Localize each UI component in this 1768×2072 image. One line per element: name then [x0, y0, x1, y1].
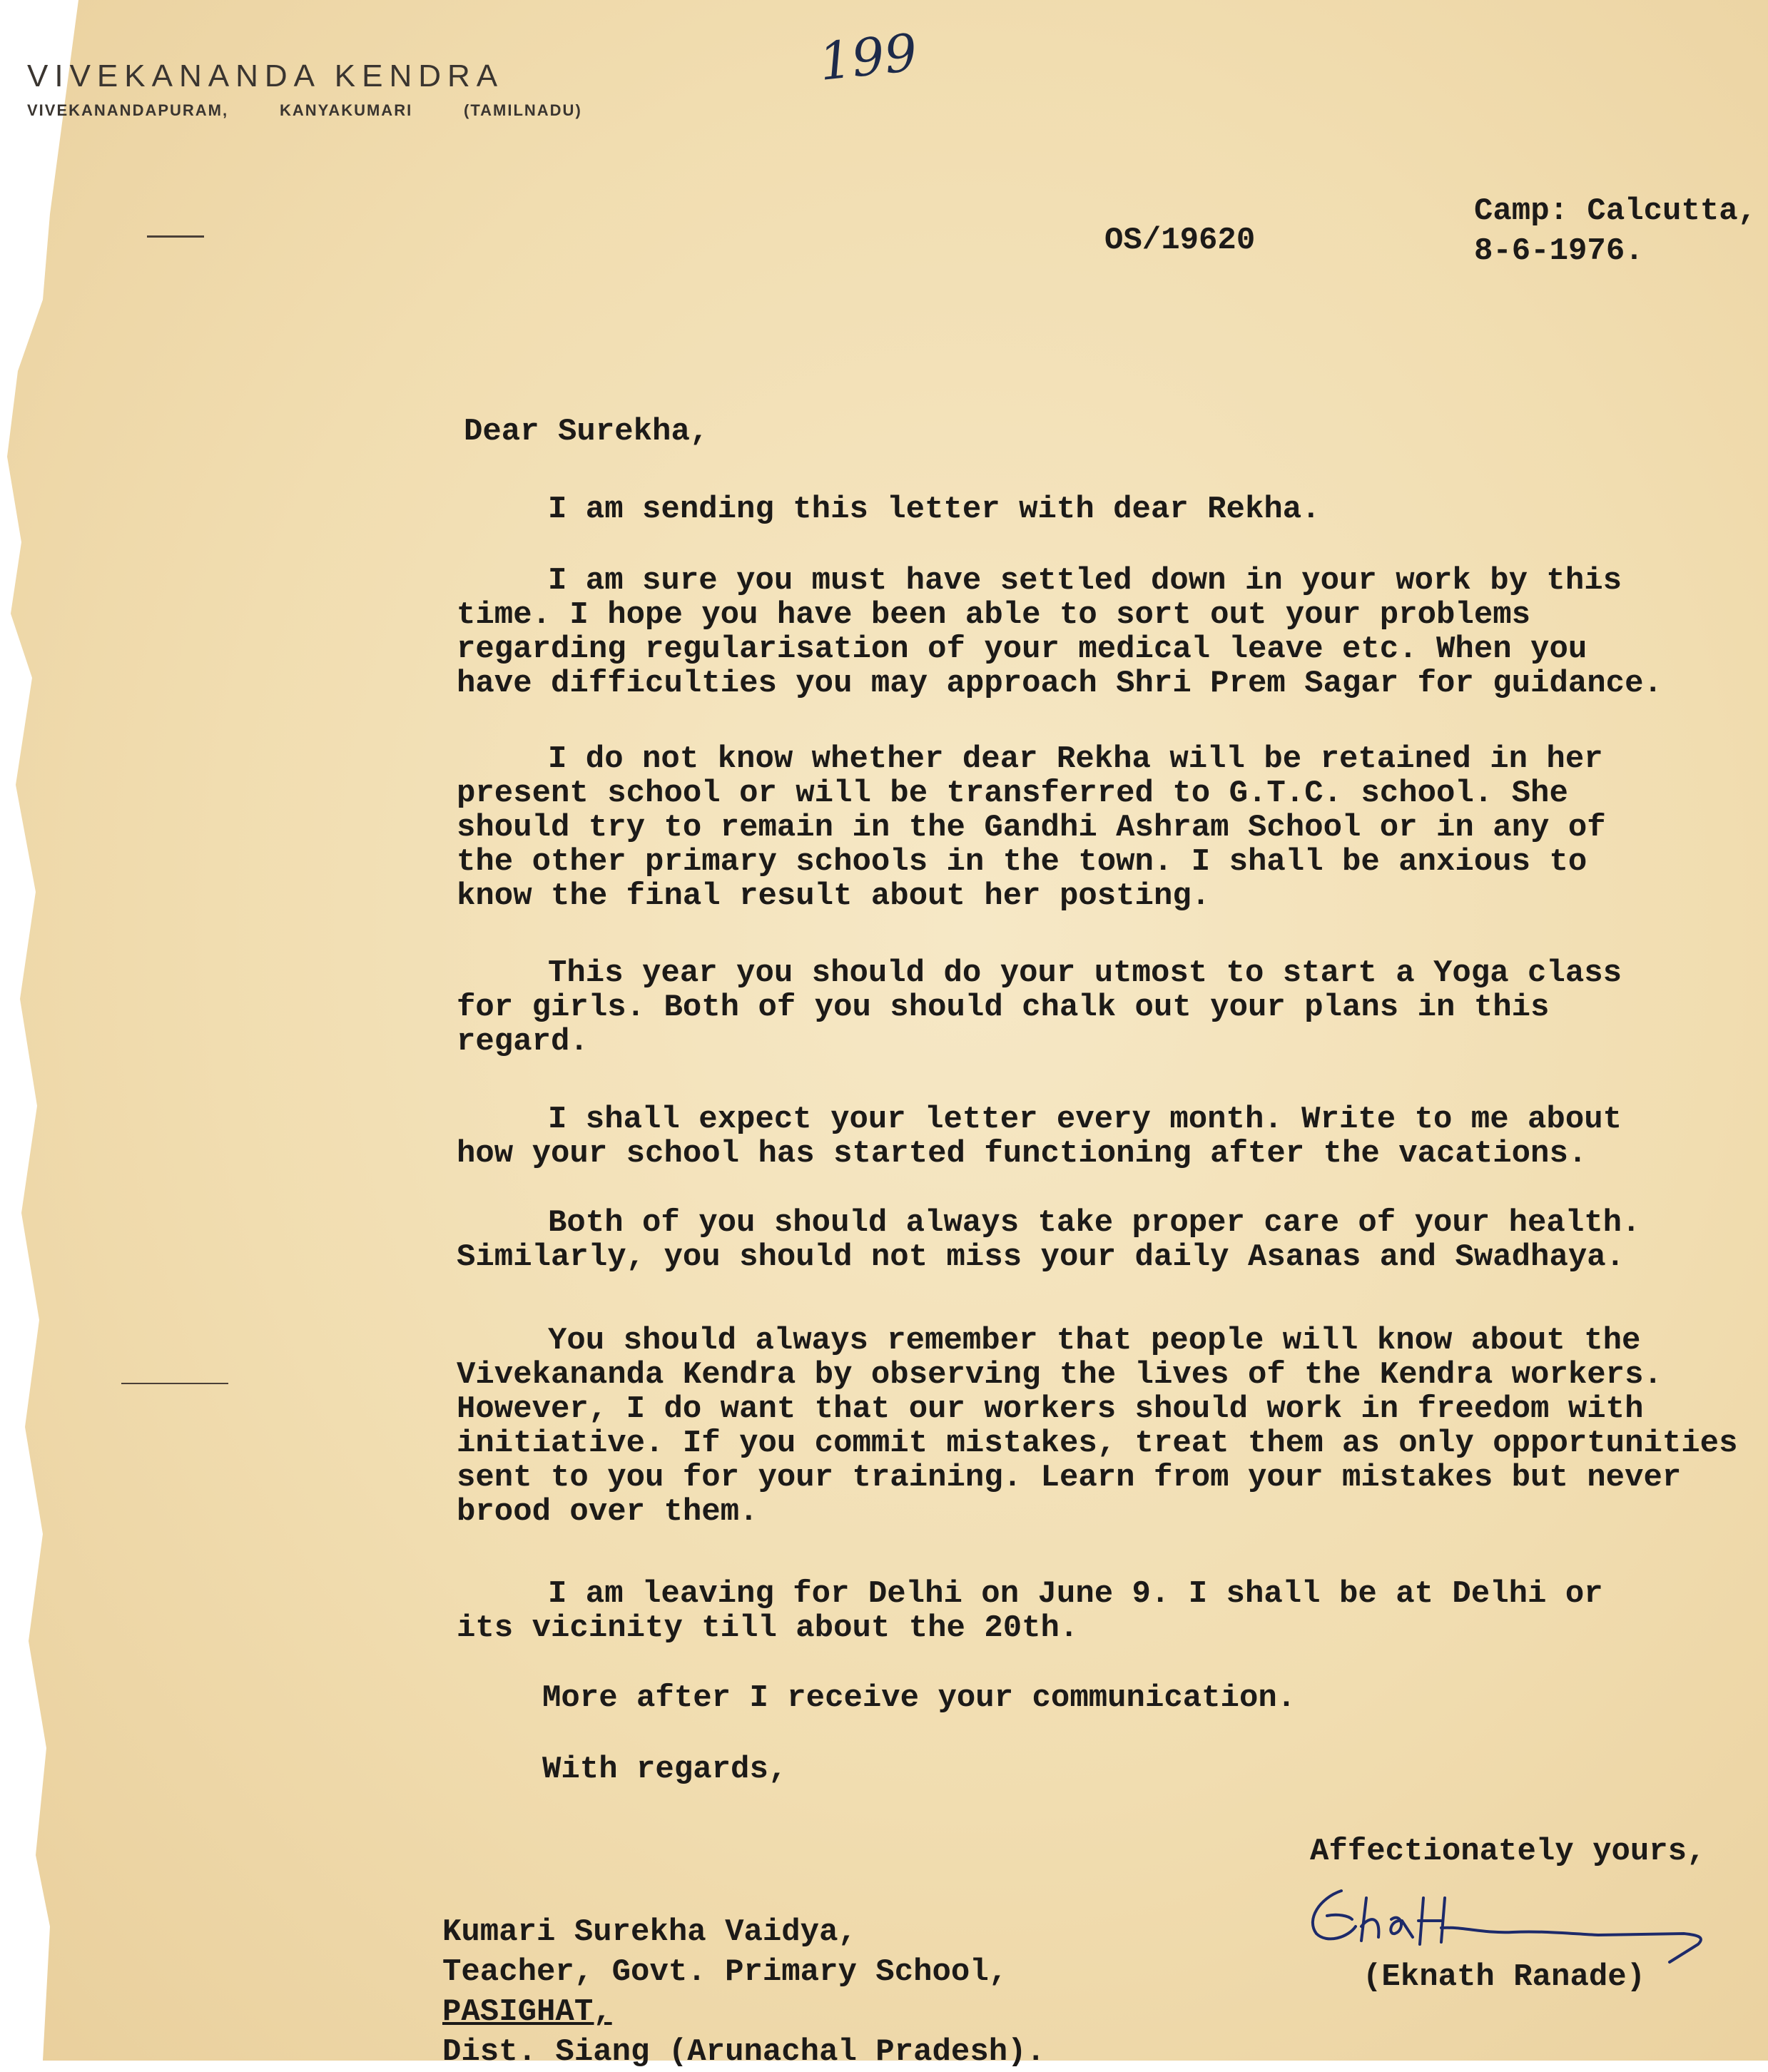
camp-date-block: [1474, 191, 1757, 271]
paragraph-line: Similarly, you should not miss your daily Asanas and Swadhaya.: [457, 1239, 1625, 1275]
paragraph-line: I shall expect your letter every month. Write to me about: [548, 1102, 1622, 1137]
letterhead-place: VIVEKANANDAPURAM,: [27, 101, 229, 119]
salutation: Dear Surekha,: [464, 414, 709, 450]
paragraph-8: [457, 1577, 1603, 1645]
paragraph-4: [457, 956, 1622, 1059]
paragraph-line: This year you should do your utmost to start a Yoga class: [548, 955, 1622, 991]
paragraph-line: should try to remain in the Gandhi Ashram School or in any of: [457, 810, 1606, 845]
paragraph-3: [457, 742, 1606, 913]
camp-location: Camp: Calcutta,: [1474, 193, 1757, 229]
reference-number: OS/19620: [1104, 223, 1256, 258]
letterhead-title: VIVEKANANDA KENDRA: [27, 59, 504, 93]
fold-mark: [121, 1383, 228, 1384]
recipient-address: [442, 1912, 1045, 2072]
paragraph-line: I am leaving for Delhi on June 9. I shall be at Delhi or: [548, 1576, 1603, 1612]
paragraph-line: present school or will be transferred to G.T.C. school. She: [457, 776, 1568, 811]
letterhead-state: (TAMILNADU): [464, 101, 582, 119]
paragraph-line: brood over them.: [457, 1494, 758, 1530]
torn-left-edge: [0, 0, 86, 2061]
address-line: Kumari Surekha Vaidya,: [442, 1914, 857, 1950]
paragraph-line: how your school has started functioning after the vacations.: [457, 1136, 1587, 1172]
paragraph-line: I am sending this letter with dear Rekha.: [548, 492, 1321, 527]
paragraph-line: I do not know whether dear Rekha will be retained in her: [548, 741, 1603, 777]
closing-regards: With regards,: [542, 1752, 788, 1787]
paragraph-line: regarding regularisation of your medical leave etc. When you: [457, 631, 1587, 667]
paragraph-line: time. I hope you have been able to sort out your problems: [457, 597, 1531, 633]
address-line: Teacher, Govt. Primary School,: [442, 1954, 1008, 1990]
paragraph-line: Both of you should always take proper care of your health.: [548, 1205, 1641, 1241]
paragraph-line: I am sure you must have settled down in your work by this: [548, 563, 1622, 599]
handwritten-signature: [1299, 1877, 1727, 1969]
address-town: PASIGHAT,: [442, 1994, 612, 2030]
paragraph-line: sent to you for your training. Learn from your mistakes but never: [457, 1460, 1682, 1495]
paragraph-line: for girls. Both of you should chalk out your plans in this: [457, 990, 1550, 1025]
paragraph-line: regard.: [457, 1024, 589, 1060]
handwritten-page-number: 199: [816, 22, 920, 92]
paragraph-7: [457, 1324, 1738, 1529]
paragraph-line: You should always remember that people will know about the: [548, 1323, 1641, 1359]
paragraph-5: [457, 1102, 1622, 1171]
signatory-name: (Eknath Ranade): [1363, 1959, 1646, 1995]
closing-line: More after I receive your communication.: [542, 1680, 1296, 1716]
sign-off: Affectionately yours,: [1310, 1834, 1706, 1869]
letter-date: 8-6-1976.: [1474, 233, 1644, 269]
address-line: Dist. Siang (Arunachal Pradesh).: [442, 2034, 1045, 2070]
paragraph-6: [457, 1206, 1640, 1274]
margin-mark: [147, 235, 204, 238]
paragraph-1: [457, 492, 1321, 527]
paragraph-line: the other primary schools in the town. I shall be anxious to: [457, 844, 1587, 880]
paragraph-line: initiative. If you commit mistakes, treat them as only opportunities: [457, 1426, 1738, 1461]
paragraph-line: know the final result about her posting.: [457, 878, 1211, 914]
paragraph-2: [457, 564, 1662, 701]
paragraph-line: Vivekananda Kendra by observing the lives of the Kendra workers.: [457, 1357, 1662, 1393]
paragraph-line: have difficulties you may approach Shri Prem Sagar for guidance.: [457, 666, 1662, 701]
paragraph-line: However, I do want that our workers should work in freedom with: [457, 1391, 1644, 1427]
paragraph-line: its vicinity till about the 20th.: [457, 1610, 1079, 1646]
letterhead-city: KANYAKUMARI: [280, 101, 413, 119]
